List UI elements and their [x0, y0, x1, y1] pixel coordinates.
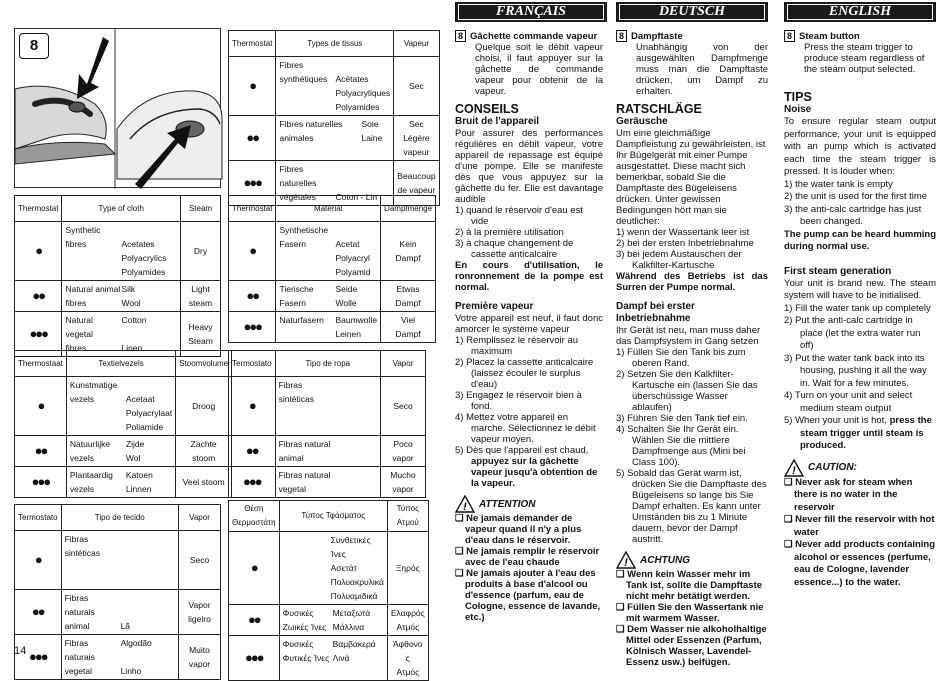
header-thermostat: Thermostat — [229, 31, 276, 57]
fabric-left: Fasern — [279, 298, 306, 308]
steam-value: Dry — [181, 222, 221, 281]
first-steam-step: 1) Füllen Sie den Tank bis zum oberen Rand. — [616, 347, 746, 369]
dots-3: ●●● — [229, 467, 276, 498]
fabric-left: Fibras naturais — [64, 593, 95, 617]
first-steam-step: 5) When your unit is hot, — [784, 415, 887, 426]
svg-text:!: ! — [463, 501, 467, 513]
fabric-left: vegetal — [278, 484, 306, 494]
figure-number: 8 — [19, 33, 49, 59]
header-steam: Dampfmenge — [381, 196, 436, 222]
header-fabric: Type of cloth — [62, 196, 181, 222]
fabric-right: Algodão — [120, 638, 152, 648]
fibre-table-fr — [228, 30, 440, 206]
steam-value: Heavy Steam — [181, 312, 221, 357]
fabric-left: Kunstmatige — [69, 380, 118, 390]
steam-value: Vapor ligeiro — [179, 590, 221, 635]
noise-step: 1) quand le réservoir d'eau est vide — [455, 205, 584, 227]
fibre-table-en — [14, 195, 221, 357]
steam-value: Poco vapor — [381, 436, 426, 467]
noise-step: 1) the water tank is empty — [784, 178, 893, 190]
steam-value: Zachte stoom — [176, 436, 232, 467]
fabric-left: Fibras — [64, 534, 89, 544]
fabric-right: Polyamid — [335, 267, 371, 277]
steam-value: Kein Dampf — [381, 222, 436, 281]
header-fabric: Tipo de tecido — [61, 505, 178, 531]
page-number: 14 — [14, 645, 27, 657]
dots-1: ● — [229, 222, 276, 281]
fabric-right: Μεταξωτά — [332, 608, 371, 618]
dots-3: ●●● — [15, 312, 62, 357]
dots-1: ● — [229, 57, 276, 116]
header-thermostat: Thermostat — [229, 196, 276, 222]
fabric-right: Laine — [361, 133, 383, 143]
fabric-right: Wol — [125, 453, 141, 463]
fabric-right: Coton - Lin — [335, 192, 378, 202]
first-steam-step: 5) Dès que l'appareil est chaud, — [455, 445, 589, 456]
first-steam-step-bold: appuyez sur la gâchette vapeur jusqu'à obtention de la vapeur. — [471, 456, 598, 489]
fabric-right: Acétates — [335, 74, 369, 84]
noise-step: 3) the anti-calc cartridge has just been changed. — [784, 203, 922, 227]
badge-8: 8 — [616, 30, 627, 42]
fabric-left: Synthetische — [279, 225, 329, 235]
fabric-right: Βαμβακερά — [332, 639, 376, 649]
lang-tab-de: DEUTSCH — [616, 2, 768, 22]
first-steam-step: 4) Schalten Sie Ihr Gerät ein. Wählen Sie die mittlere Dampfmenge aus (Mini bei Class 100). — [616, 424, 746, 468]
fabric-right: Polyacrylics — [121, 253, 167, 263]
warning-item: ❑ Füllen Sie den Wassertank nie mit warmem Wasser. — [616, 602, 764, 624]
fabric-left: Fibras natural — [278, 439, 331, 449]
first-steam-step: 2) Placez la cassette anticalcaire (laissez écouler le surplus d'eau) — [455, 357, 594, 390]
badge-8: 8 — [455, 30, 466, 42]
header-steam: Vapeur — [394, 31, 439, 57]
fabric-right: Acetat — [335, 239, 360, 249]
fabric-right: Acetates — [121, 239, 155, 249]
warning-item: ❑ Never ask for steam when there is no water in the reservoir — [784, 476, 913, 513]
steam-value: Veel stoom — [176, 467, 232, 498]
attention-label: ATTENTION — [479, 498, 536, 510]
fabric-left: synthétiques — [279, 74, 328, 84]
fabric-left: vezels — [69, 453, 94, 463]
dots-1: ● — [229, 532, 280, 605]
fibre-table-gr — [228, 500, 429, 681]
first-steam-step: 1) Fill the water tank up completely — [784, 302, 931, 314]
steam-value: Beaucoup de vapeur — [394, 161, 439, 206]
dots-2: ●● — [229, 116, 276, 161]
fabric-left: Fibres — [279, 60, 304, 70]
dots-1: ● — [15, 531, 62, 590]
first-steam-step: 3) Put the water tank back into its housing, pushing it all the way in. Wait for a few minutes. — [784, 352, 927, 389]
fabric-left: fibres — [65, 239, 87, 249]
steam-value: Seco — [381, 377, 426, 436]
fabric-left: Synthetic — [65, 225, 101, 235]
dots-2: ●● — [15, 436, 67, 467]
warning-item: ❑ Wenn kein Wasser mehr im Tank ist, sollte die Dampftaste nicht mehr betätigt werden. — [616, 569, 763, 602]
fabric-left: Tierische — [279, 284, 314, 294]
fabric-right: Acetaat — [125, 394, 155, 404]
warning-icon — [784, 459, 804, 477]
fabric-left: Natural animal — [65, 284, 121, 294]
fabric-left: végétales — [279, 192, 316, 202]
fabric-left: animales — [279, 133, 314, 143]
warning-item: ❑ Ne jamais demander de vapeur quand il n'y a plus d'eau dans le réservoir. — [455, 513, 582, 546]
fabric-right: Soie — [361, 119, 379, 129]
lang-tab-en: ENGLISH — [784, 2, 936, 22]
steam-value: Sec — [394, 57, 439, 116]
section-heading: CONSEILS — [455, 102, 519, 116]
first-steam-step: 2) Put the anti-calc cartridge in place (let the extra water run off) — [784, 315, 921, 351]
noise-text: Um eine gleichmäßige Dampfleistung zu gewährleisten, ist Ihr Bügelgerät mit einer Pumpe ausgestattet. Diese macht sich bemerkbar, sobald Sie die Dampftaste des Bügeleisens drücken. Unter gewissen Bedingungen hört man sie deutlicher: — [616, 128, 766, 227]
first-steam-step: 3) Führen Sie den Tank tief ein. — [616, 413, 748, 424]
header-thermostat: Thermostaat — [15, 351, 67, 377]
steam-trigger-title: Steam button — [799, 31, 860, 42]
noise-step: 3) bei jedem Austauschen der Kalkfilter-Kartusche — [616, 249, 742, 271]
warning-item: ❑ Dem Wasser nie alkoholhaltige Mittel oder Essenzen (Parfum, Kölnisch Wasser, Lavendel-Essenz usw.) beifügen. — [616, 624, 767, 668]
fabric-left: sintéticas — [64, 548, 101, 558]
noise-text: Pour assurer des performances régulières en débit vapeur, votre appareil de repassage est équipé d'une pompe. Elle se manifeste dès que vous appuyez sur la gâchette du fer. Elle est davantage audible — [455, 128, 603, 205]
fabric-left: Φυσικές — [282, 639, 314, 649]
noise-heading: Geräusche — [616, 116, 668, 127]
fabric-left: Fibres naturelles — [279, 164, 317, 188]
fabric-right: Polyacryl — [335, 253, 370, 263]
steam-value: Άφθονο ς Ατμός — [387, 636, 428, 681]
fabric-left: Fibras — [278, 380, 303, 390]
fabric-left: animal — [278, 453, 304, 463]
header-thermostat: Θέση Θερμοστάτη — [229, 501, 280, 532]
steam-value: Muito vapor — [179, 635, 221, 680]
first-steam-heading: First steam generation — [784, 265, 892, 277]
fabric-left: Fibras naturais — [64, 638, 95, 662]
warning-item: ❑ Ne jamais ajouter à l'eau des produits à base d'alcool ou d'essence (parfum, eau de Cologne, essence de lavande, etc.) — [455, 568, 601, 623]
svg-text:!: ! — [624, 557, 628, 569]
fabric-right: Polyamides — [121, 267, 166, 277]
first-steam-step: 2) Setzen Sie den Kalkfilter-Kartusche ein (lassen Sie das überschüssige Wasser ablaufen) — [616, 369, 758, 413]
first-steam-step: 1) Remplissez le réservoir au maximum — [455, 335, 579, 357]
dots-1: ● — [229, 377, 276, 436]
fabric-right: Cotton — [121, 315, 147, 325]
steam-trigger-text: Quelque soit le débit vapeur choisi, il faut appuyer sur la gâchette de commande vapeur pour obtenir de la vapeur. — [475, 42, 603, 97]
badge-8: 8 — [784, 30, 795, 42]
section-heading: TIPS — [784, 90, 812, 104]
fabric-right: Baumwolle — [335, 315, 378, 325]
steam-value: Ξηρός — [387, 532, 428, 605]
fabric-left: Φυτικές Ίνες — [282, 653, 330, 663]
header-fabric: Textielvezels — [66, 351, 175, 377]
dots-3: ●●● — [229, 312, 276, 343]
fabric-right: Polyamides — [335, 102, 380, 112]
fibre-table-es — [228, 350, 426, 498]
section-heading: RATSCHLÄGE — [616, 102, 702, 116]
dots-2: ●● — [229, 436, 276, 467]
fabric-left: Fibres naturelles — [279, 119, 343, 129]
fabric-right: Wolle — [335, 298, 357, 308]
fabric-left: vezels — [69, 394, 94, 404]
fabric-right: Πολυακρυλικά — [330, 577, 384, 587]
fabric-left: vegetal — [64, 666, 92, 676]
steam-value: Droog — [176, 377, 232, 436]
dots-1: ● — [15, 222, 62, 281]
fabric-right: Wool — [121, 298, 141, 308]
fabric-right: Polyacryliques — [335, 88, 391, 98]
steam-value: Ελαφρός Ατμός — [387, 605, 428, 636]
warning-item: ❑ Never fill the reservoir with hot water — [784, 514, 935, 538]
header-steam: Steam — [181, 196, 221, 222]
steam-trigger-title: Gâchette commande vapeur — [470, 31, 598, 42]
dots-1: ● — [15, 377, 67, 436]
iron-illustration — [15, 29, 222, 189]
fabric-right: Πολυαμιδικά — [330, 591, 378, 601]
noise-step: 1) wenn der Wassertank leer ist — [616, 227, 750, 238]
steam-value: Light steam — [181, 281, 221, 312]
first-steam-step: 3) Engagez le réservoir bien à fond. — [455, 390, 582, 412]
dots-2: ●● — [15, 590, 62, 635]
noise-note: Während des Betriebs ist das Surren der Pumpe normal. — [616, 271, 768, 293]
fabric-left: Συνθετικές Ίνες — [330, 535, 371, 559]
first-steam-text: Votre appareil est neuf, il faut donc amorcer le système vapeur — [455, 313, 603, 335]
steam-value: Viel Dampf — [381, 312, 436, 343]
header-fabric: Types de tissus — [276, 31, 394, 57]
warning-icon — [616, 551, 636, 569]
fabric-right: Zijde — [125, 439, 145, 449]
first-steam-text: Your unit is brand new. The steam system will have to be initialised. — [784, 277, 936, 301]
svg-text:!: ! — [792, 464, 796, 477]
fabric-right: Silk — [121, 284, 136, 294]
first-steam-text: Ihr Gerät ist neu, man muss daher das Dampfsystem in Gang setzen — [616, 325, 761, 347]
fabric-right: Λινά — [332, 653, 350, 663]
fabric-left: vezels — [69, 484, 94, 494]
noise-step: 2) bei der ersten Inbetriebnahme — [616, 238, 754, 249]
header-thermostat: Termostato — [229, 351, 276, 377]
noise-heading: Noise — [784, 104, 812, 115]
first-steam-step: 4) Turn on your unit and select medium steam output — [784, 390, 913, 414]
warning-item: ❑ Never add products containing alcohol or essences (perfume, eau de Cologne, lavender essence...) to the water. — [784, 539, 936, 588]
dots-3: ●●● — [229, 636, 280, 681]
fabric-left: Natuurlijke — [69, 439, 111, 449]
fabric-left: Fibras natural — [278, 470, 331, 480]
fabric-right: Linen — [121, 343, 143, 353]
steam-trigger-text: Unabhängig von der ausgewählten Dampfmenge muss man die Dampftaste drücken, um Dampf zu erhalten. — [636, 42, 768, 97]
steam-value: Etwas Dampf — [381, 281, 436, 312]
steam-value: Mucho vapor — [381, 467, 426, 498]
fabric-right: Lã — [120, 621, 131, 631]
attention-label: ACHTUNG — [640, 554, 690, 566]
fabric-left: Φυσικές — [282, 608, 314, 618]
header-thermostat: Thermostat — [15, 196, 62, 222]
first-steam-step: 4) Mettez votre appareil en marche. Sélectionnez le débit vapeur moyen. — [455, 412, 596, 445]
header-fabric: Material — [276, 196, 381, 222]
fabric-right: Linho — [120, 666, 142, 676]
fabric-left: Fasern — [279, 239, 306, 249]
dots-3: ●●● — [15, 467, 67, 498]
header-steam: Τύπος Ατμού — [387, 501, 428, 532]
header-steam: Stoomvolume — [176, 351, 232, 377]
fabric-right: Leinen — [335, 329, 361, 339]
noise-heading: Bruit de l'appareil — [455, 116, 540, 127]
fabric-right: Μάλλινα — [332, 622, 365, 632]
fabric-left: Plantaardig — [69, 470, 113, 480]
fabric-left: Natural vegetal — [65, 315, 93, 339]
dots-3: ●●● — [15, 635, 62, 680]
header-steam: Vapor — [179, 505, 221, 531]
fabric-left: animal — [64, 621, 90, 631]
steam-value: Seco — [179, 531, 221, 590]
dots-2: ●● — [15, 281, 62, 312]
noise-step: 3) à chaque changement de cassette anticalcaire — [455, 238, 574, 260]
steam-trigger-title: Dampftaste — [631, 31, 683, 42]
fibre-table-pt — [14, 504, 221, 680]
fabric-left: Ζωικές Ίνες — [282, 622, 327, 632]
fabric-right — [335, 58, 390, 72]
fabric-right: Katoen — [125, 470, 153, 480]
first-steam-step-bold: press the steam trigger until steam is produced. — [800, 415, 932, 451]
warning-icon — [455, 495, 475, 513]
noise-text: To ensure regular steam output performance, your unit is equipped with an pump which is activated each time the steam trigger is pressed. It is louder when: — [784, 116, 936, 177]
dots-2: ●● — [229, 281, 276, 312]
first-steam-step: 5) Sobald das Gerät warm ist, drücken Sie die Dampftaste des Bügeleisens so lange bis Sie Dampf erhalten. Es kann unter Umständen bis zu 1 Minute dauern, bevor der Dampf austritt. — [616, 468, 767, 545]
dots-2: ●● — [229, 605, 280, 636]
dots-3: ●●● — [229, 161, 276, 206]
fabric-left: Naturfasern — [279, 315, 324, 325]
header-thermostat: Termostato — [15, 505, 62, 531]
first-steam-heading: Première vapeur — [455, 301, 534, 312]
fabric-left: fibres — [65, 343, 87, 353]
fabric-right: Poliamide — [125, 422, 164, 432]
fabric-right: Ασετάτ — [330, 563, 357, 573]
fabric-right: Seide — [335, 284, 358, 294]
first-steam-heading: Dampf bei erster Inbetriebnahme — [616, 301, 695, 324]
fibre-table-de — [228, 195, 436, 343]
header-steam: Vapor — [381, 351, 426, 377]
fabric-left: sintéticas — [278, 394, 315, 404]
noise-note: The pump can be heard humming during normal use. — [784, 228, 937, 252]
attention-label: CAUTION: — [808, 462, 857, 473]
noise-note: En cours d'utilisation, le ronronnement de la pompe est normal. — [455, 260, 603, 293]
warning-item: ❑ Ne jamais remplir le réservoir avec de l'eau chaude — [455, 546, 600, 568]
fabric-left: fibres — [65, 298, 87, 308]
fibre-table-nl — [14, 350, 232, 498]
noise-step: 2) à la première utilisation — [455, 227, 564, 238]
iron-figure — [14, 28, 221, 188]
header-fabric: Tipo de ropa — [275, 351, 380, 377]
steam-trigger-text: Press the steam trigger to produce steam regardless of the steam output selected. — [804, 42, 925, 75]
fabric-right: Linnen — [125, 484, 152, 494]
header-fabric: Τύπος Τφάσματος — [279, 501, 387, 532]
noise-step: 2) the unit is used for the first time — [784, 191, 928, 202]
steam-value: Sec Légère vapeur — [394, 116, 439, 161]
lang-tab-fr: FRANÇAIS — [455, 2, 607, 22]
fabric-right: Polyacrylaat — [125, 408, 173, 418]
